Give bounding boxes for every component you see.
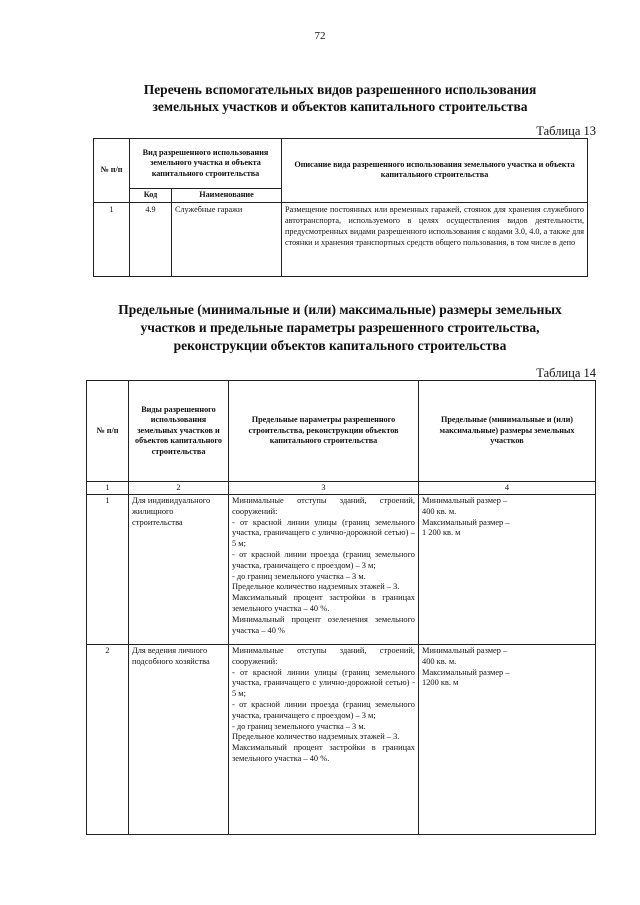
param-line: Предельное количество надземных этажей – 3. (232, 732, 400, 742)
column-number: 4 (419, 482, 596, 495)
size-line: Минимальный размер – (422, 646, 508, 655)
row-description: Размещение постоянных или временных гаражей, стоянок для хранения служебного автотранспорта, используемого в целях осуществления видов деятельности, предусмотренных видами разрешенного использования с кодами 3.0, 4.0, а также для стоянки и хранения транспортных средств общего пользования, в том числе в депо (282, 202, 588, 276)
size-line: Максимальный размер – (422, 517, 510, 527)
param-line: - до границ земельного участка – 3 м. (232, 721, 366, 731)
param-line: Минимальный процент озеленения земельного участка – 40 % (232, 614, 415, 635)
section-title-line: земельных участков и объектов капитального строительства (152, 99, 528, 114)
table-14-caption: Таблица 14 (536, 366, 596, 380)
size-line: Максимальный размер – (422, 667, 510, 677)
row-land-sizes (419, 495, 596, 645)
row-num: 2 (87, 645, 129, 835)
header-use-kind-group: Вид разрешенного использования земельного участка и объекта капитального строительства (130, 139, 282, 189)
param-line: - от красной линии улицы (границ земельного участка, граничащего с улично-дорожной сетью) - 5 м; (232, 667, 415, 699)
page-number: 72 (314, 30, 326, 42)
row-use-kind: Для ведения личного подсобного хозяйства (129, 645, 229, 835)
row-num: 1 (94, 202, 130, 276)
header-parameters: Предельные параметры разрешенного строительства, реконструкции объектов капитального строительства (229, 381, 419, 482)
row-code: 4.9 (130, 202, 172, 276)
param-line: - от красной линии проезда (границ земельного участка, граничащего с проездом) – 3 м; (232, 549, 415, 570)
section-title-line: Предельные (минимальные и (или) максимальные) размеры земельных (118, 302, 562, 317)
table-14 (86, 380, 596, 835)
table-row (87, 495, 596, 645)
section-title-line: Перечень вспомогательных видов разрешенного использования (143, 82, 537, 97)
param-line: Максимальный процент застройки в границах земельного участка – 40 %. (232, 593, 415, 613)
section-title-line: участков и предельные параметры разрешенного строительства, (140, 320, 540, 335)
size-line: 400 кв. м. (422, 656, 457, 666)
param-line: - от красной линии проезда (границ земельного участка, граничащего с проездом) – 3 м; (232, 699, 415, 720)
param-line: Минимальные отступы зданий, строений, сооружений: (232, 646, 415, 666)
row-parameters (229, 645, 419, 835)
column-number: 2 (129, 482, 229, 495)
header-code: Код (130, 189, 172, 203)
size-line: 1 200 кв. м (422, 528, 461, 538)
header-land-sizes: Предельные (минимальные и (или) максимальные) размеры земельных участков (419, 381, 596, 482)
param-line: - от красной линии улицы (границ земельного участка, граничащего с улично-дорожной сетью) – 5 м; (232, 517, 415, 549)
section-title-line: реконструкции объектов капитального строительства (173, 338, 507, 353)
header-name: Наименование (172, 189, 282, 203)
size-line: Минимальный размер – (422, 496, 508, 505)
row-num: 1 (87, 495, 129, 645)
row-land-sizes (419, 645, 596, 835)
size-line: 1200 кв. м (422, 678, 459, 688)
param-line: Максимальный процент застройки в границах земельного участка – 40 %. (232, 743, 415, 763)
header-description: Описание вида разрешенного использования земельного участка и объекта капитального строительства (282, 139, 588, 203)
param-line: - до границ земельного участка – 3 м. (232, 571, 366, 581)
table-13 (93, 138, 588, 277)
param-line: Минимальные отступы зданий, строений, сооружений: (232, 496, 415, 516)
table-row (87, 645, 596, 835)
section-title-auxiliary-uses (60, 81, 620, 115)
section-title-limits (60, 301, 620, 355)
table-13-caption: Таблица 13 (536, 124, 596, 138)
param-line: Предельное количество надземных этажей – 3. (232, 582, 400, 592)
row-use-kind: Для индивидуального жилищного строительства (129, 495, 229, 645)
header-use-kinds: Виды разрешенного использования земельных участков и объектов капитального строительства (129, 381, 229, 482)
header-num: № п/п (87, 381, 129, 482)
row-name: Служебные гаражи (172, 202, 282, 276)
table-row (94, 202, 588, 276)
column-number: 3 (229, 482, 419, 495)
row-parameters (229, 495, 419, 645)
header-num: № п/п (94, 139, 130, 203)
size-line: 400 кв. м. (422, 506, 457, 516)
column-number: 1 (87, 482, 129, 495)
